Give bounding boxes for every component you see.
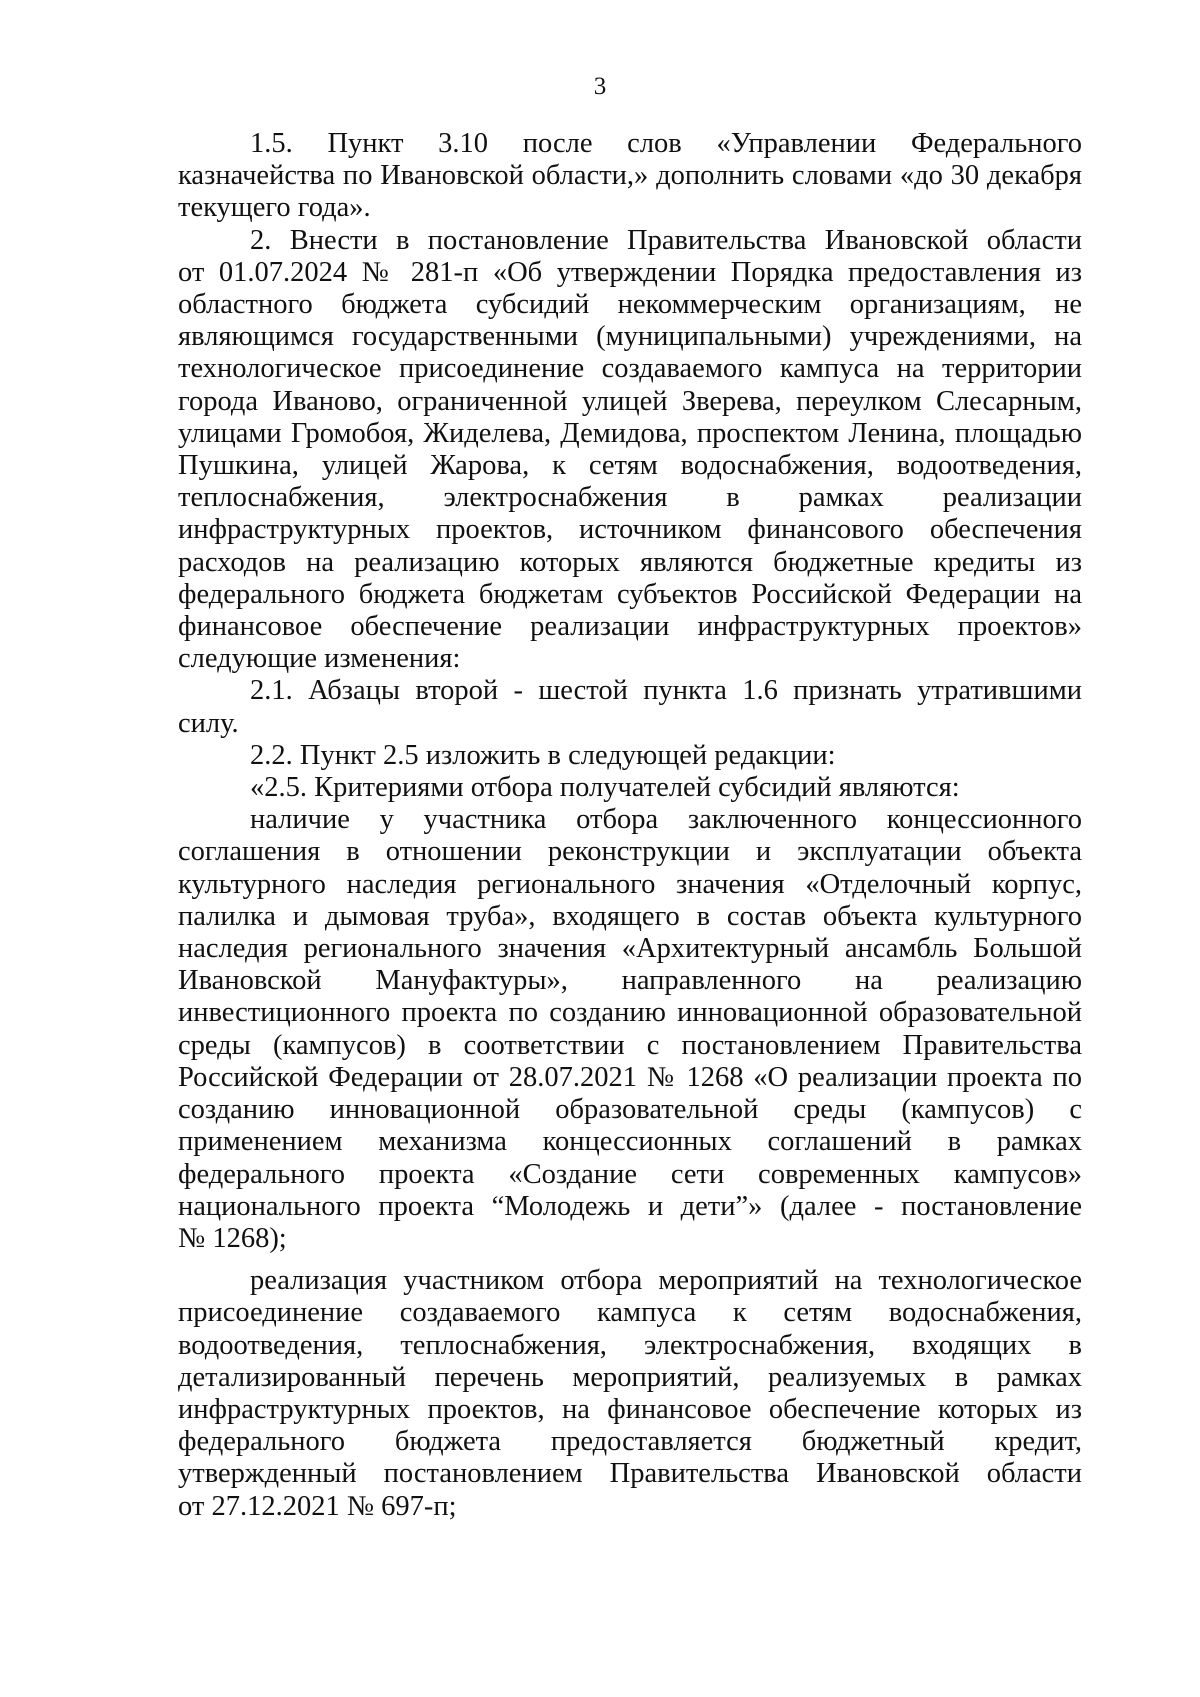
paragraph-1-5 xyxy=(178,128,1082,225)
document-body xyxy=(178,128,1082,1523)
text-line: созданию инновационной образовательной среды (кампусов) с xyxy=(178,1094,1082,1126)
text-line: являющимся государственными (муниципальными) учреждениями, на xyxy=(178,321,1082,353)
text-line: детализированный перечень мероприятий, реализуемых в рамках xyxy=(178,1361,1082,1393)
page-number: 3 xyxy=(593,73,607,100)
text-line: города Иваново, ограниченной улицей Зверева, переулком Слесарным, xyxy=(178,385,1082,417)
text-line: наличие у участника отбора заключенного концессионного xyxy=(250,804,1082,836)
text-line: от 27.12.2021 № 697-п; xyxy=(178,1490,457,1522)
text-line: Пушкина, улицей Жарова, к сетям водоснабжения, водоотведения, xyxy=(178,450,1082,482)
text-line: Российской Федерации от 28.07.2021 № 1268 «О реализации проекта по xyxy=(178,1061,1082,1093)
text-line: национального проекта “Молодежь и дети”» (далее - постановление xyxy=(178,1190,1082,1222)
text-line: «2.5. Критериями отбора получателей субсидий являются: xyxy=(250,772,960,804)
paragraph-2-1 xyxy=(178,675,1082,739)
text-line: палилка и дымовая труба», входящего в состав объекта культурного xyxy=(178,900,1082,932)
text-line: присоединение создаваемого кампуса к сетям водоснабжения, xyxy=(178,1297,1082,1329)
paragraph-criterion-1 xyxy=(178,804,1082,1255)
text-line: технологическое присоединение создаваемого кампуса на территории xyxy=(178,353,1082,385)
text-line: соглашения в отношении реконструкции и эксплуатации объекта xyxy=(178,836,1082,868)
text-line: реализация участником отбора мероприятий на технологическое xyxy=(250,1265,1082,1297)
paragraph-2-5-heading xyxy=(178,772,1082,804)
text-line: водоотведения, теплоснабжения, электроснабжения, входящих в xyxy=(178,1329,1082,1361)
text-line: улицами Громобоя, Жиделева, Демидова, проспектом Ленина, площадью xyxy=(178,417,1082,449)
text-line: от 01.07.2024 № 281-п «Об утверждении Порядка предоставления из xyxy=(178,256,1082,288)
text-line: применением механизма концессионных соглашений в рамках xyxy=(178,1126,1082,1158)
text-line: 2. Внести в постановление Правительства Ивановской области xyxy=(250,224,1082,256)
text-line: казначейства по Ивановской области,» дополнить словами «до 30 декабря xyxy=(178,160,1082,192)
paragraph-2-2 xyxy=(178,740,1082,772)
text-line: текущего года». xyxy=(178,192,371,224)
text-line: следующие изменения: xyxy=(178,643,461,675)
text-line: теплоснабжения, электроснабжения в рамках реализации xyxy=(178,482,1082,514)
text-line: инфраструктурных проектов, источником финансового обеспечения xyxy=(178,514,1082,546)
text-line: федерального проекта «Создание сети современных кампусов» xyxy=(178,1158,1082,1190)
text-line: федерального бюджета бюджетам субъектов Российской Федерации на xyxy=(178,578,1082,610)
text-line: № 1268); xyxy=(178,1222,287,1254)
text-line: среды (кампусов) в соответствии с постановлением Правительства xyxy=(178,1029,1082,1061)
text-line: областного бюджета субсидий некоммерческим организациям, не xyxy=(178,289,1082,321)
text-line: 2.2. Пункт 2.5 изложить в следующей редакции: xyxy=(250,739,836,771)
text-line: федерального бюджета предоставляется бюджетный кредит, xyxy=(178,1426,1082,1458)
paragraph-criterion-2 xyxy=(178,1265,1082,1523)
text-line: силу. xyxy=(178,707,239,739)
text-line: утвержденный постановлением Правительства Ивановской области xyxy=(178,1458,1082,1490)
text-line: 2.1. Абзацы второй - шестой пункта 1.6 признать утратившими xyxy=(250,675,1082,707)
text-line: инвестиционного проекта по созданию инновационной образовательной xyxy=(178,997,1082,1029)
text-line: наследия регионального значения «Архитектурный ансамбль Большой xyxy=(178,933,1082,965)
paragraph-2 xyxy=(178,225,1082,676)
text-line: 1.5. Пункт 3.10 после слов «Управлении Федерального xyxy=(250,128,1082,159)
text-line: инфраструктурных проектов, на финансовое обеспечение которых из xyxy=(178,1393,1082,1425)
text-line: финансовое обеспечение реализации инфраструктурных проектов» xyxy=(178,611,1082,643)
text-line: расходов на реализацию которых являются бюджетные кредиты из xyxy=(178,546,1082,578)
text-line: культурного наследия регионального значения «Отделочный корпус, xyxy=(178,868,1082,900)
text-line: Ивановской Мануфактуры», направленного на реализацию xyxy=(178,965,1082,997)
